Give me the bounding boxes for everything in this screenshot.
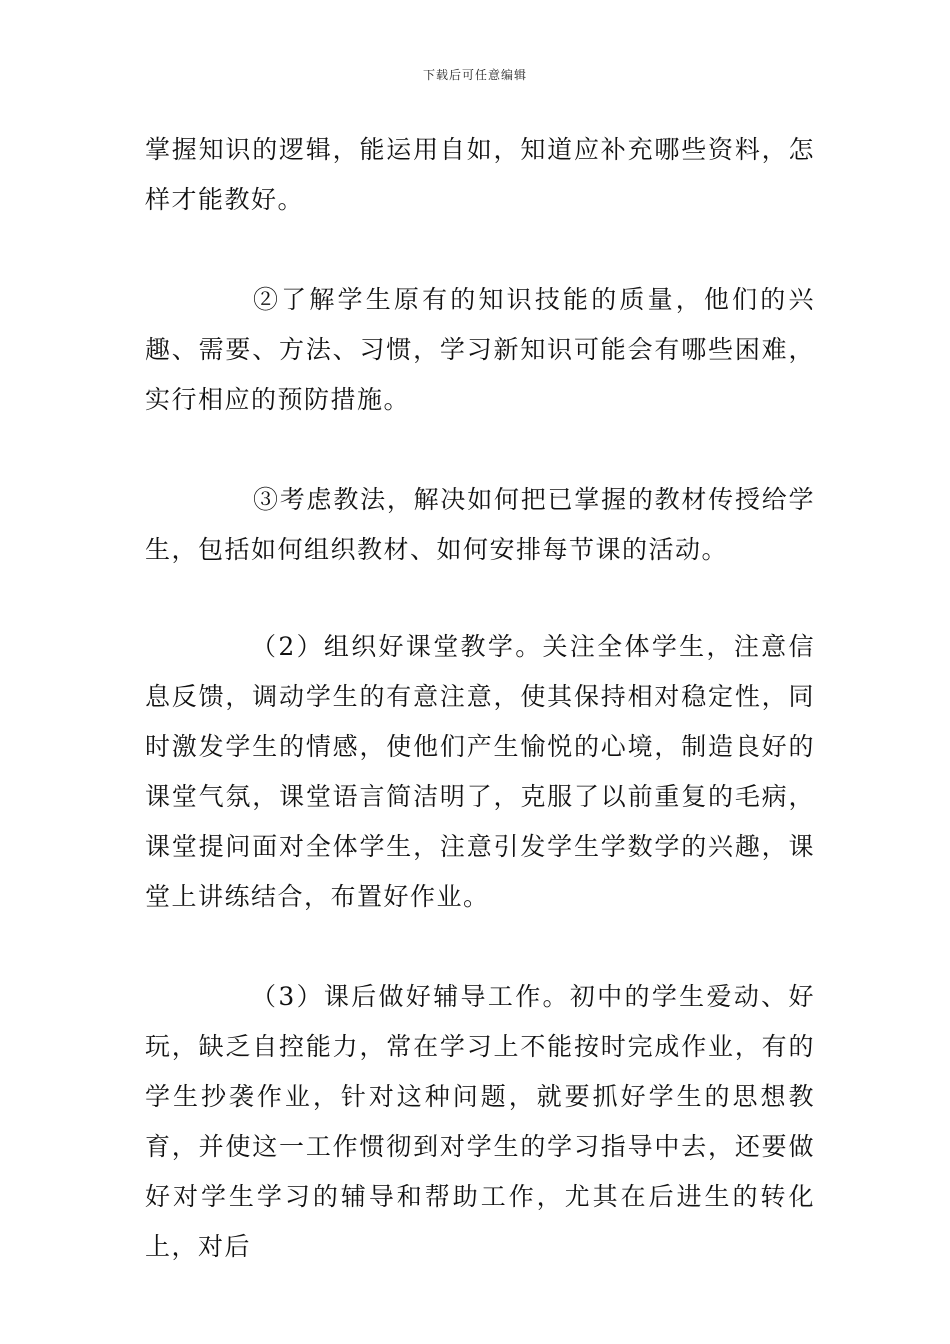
paragraph-5-block (145, 972, 815, 1272)
paragraph-4-block (145, 622, 815, 922)
paragraph-3: ③考虑教法，解决如何把已掌握的教材传授给学生，包括如何组织教材、如何安排每节课的活动。 (145, 485, 815, 564)
paragraph-5: （3）课后做好辅导工作。初中的学生爱动、好玩，缺乏自控能力，常在学习上不能按时完成作业，有的学生抄袭作业，针对这种问题，就要抓好学生的思想教育，并使这一工作惯彻到对学生的学习指导中去，还要做好对学生学习的辅导和帮助工作，尤其在后进生的转化上，对后 (145, 982, 815, 1261)
paragraph-2-block (145, 275, 815, 425)
header-note: 下载后可任意编辑 (422, 68, 527, 82)
paragraph-1: 掌握知识的逻辑，能运用自如，知道应补充哪些资料，怎样才能教好。 (145, 135, 815, 214)
paragraph-2: ②了解学生原有的知识技能的质量，他们的兴趣、需要、方法、习惯，学习新知识可能会有哪些困难，实行相应的预防措施。 (145, 285, 815, 414)
paragraph-1-block (145, 125, 815, 225)
paragraph-4: （2）组织好课堂教学。关注全体学生，注意信息反馈，调动学生的有意注意，使其保持相对稳定性，同时激发学生的情感，使他们产生愉悦的心境，制造良好的课堂气氛，课堂语言简洁明了，克服了以前重复的毛病，课堂提问面对全体学生，注意引发学生学数学的兴趣，课堂上讲练结合，布置好作业。 (145, 632, 815, 911)
paragraph-3-block (145, 475, 815, 575)
